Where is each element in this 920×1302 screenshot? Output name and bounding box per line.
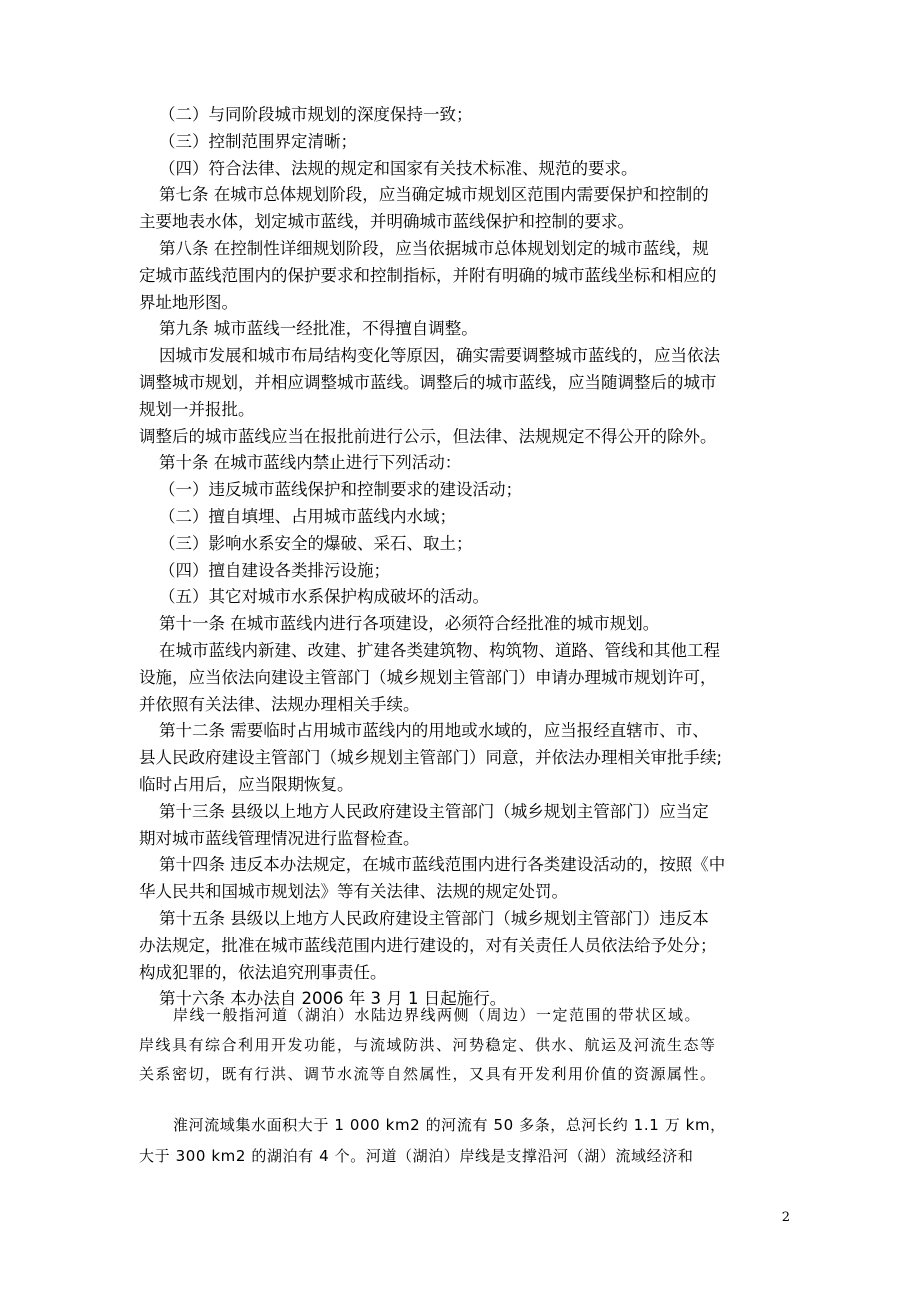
clause-line: （三）影响水系安全的爆破、采石、取土； [159,533,473,553]
article-fifteen: 第十五条 县级以上地方人民政府建设主管部门（城乡规划主管部门）违反本 [159,908,709,928]
paragraph-line: 岸线具有综合利用开发功能，与流域防洪、河势稳定、供水、航运及河流生态等 [139,1035,717,1054]
article-line: 办法规定，批准在城市蓝线范围内进行建设的，对有关责任人员依法给予处分； [139,935,717,955]
article-eleven: 第十一条 在城市蓝线内进行各项建设，必须符合经批准的城市规划。 [159,614,660,634]
article-thirteen: 第十三条 县级以上地方人民政府建设主管部门（城乡规划主管部门）应当定 [159,801,709,821]
regulation-text [139,102,801,1013]
article-ten: 第十条 在城市蓝线内禁止进行下列活动： [159,453,462,473]
article-line: 临时占用后，应当限期恢复。 [139,774,354,794]
article-line: 并依照有关法律、法规办理相关手续。 [139,694,420,714]
article-line: 主要地表水体，划定城市蓝线，并明确城市蓝线保护和控制的要求。 [139,212,634,232]
clause-line: （三）控制范围界定清晰； [159,131,357,151]
article-line: 规划一并报批。 [139,399,255,419]
clause-line: （二）擅自填埋、占用城市蓝线内水域； [159,506,456,526]
article-nine: 第九条 城市蓝线一经批准，不得擅自调整。 [159,319,478,339]
article-line: 华人民共和国城市规划法》等有关法律、法规的规定处罚。 [139,882,568,902]
paragraph-line: 大于 300 km2 的湖泊有 4 个。河道（湖泊）岸线是支撑沿河（湖）流域经济和 [139,1146,694,1165]
article-line: 调整城市规划，并相应调整城市蓝线。调整后的城市蓝线，应当随调整后的城市 [139,372,717,392]
paragraph-line: 岸线一般指河道（湖泊）水陆边界线两侧（周边）一定范围的带状区域。 [173,1006,702,1024]
shoreline-paragraph [139,1001,801,1090]
clause-line: （五）其它对城市水系保护构成破坏的活动。 [159,587,489,607]
page-number: 2 [781,1210,790,1225]
article-sixteen: 第十六条 本办法自 2006 年 3 月 1 日起施行。 [159,989,507,1009]
article-line: 设施，应当依法向建设主管部门（城乡规划主管部门）申请办理城市规划许可， [139,667,717,687]
clause-line: （一）违反城市蓝线保护和控制要求的建设活动； [159,480,522,500]
article-line: 因城市发展和城市布局结构变化等原因，确实需要调整城市蓝线的，应当依法 [159,346,720,366]
article-line: 县人民政府建设主管部门（城乡规划主管部门）同意，并依法办理相关审批手续; [139,748,723,768]
article-line: 构成犯罪的，依法追究刑事责任。 [139,962,387,982]
article-twelve: 第十二条 需要临时占用城市蓝线内的用地或水域的，应当报经直辖市、市、 [159,721,709,741]
huaihe-paragraph [139,1110,801,1171]
clause-line: （四）擅自建设各类排污设施； [159,560,390,580]
paragraph-line: 关系密切，既有行洪、调节水流等自然属性，又具有开发利用价值的资源属性。 [139,1065,717,1083]
article-line: 界址地形图。 [139,292,238,312]
article-line: 定城市蓝线范围内的保护要求和控制指标，并附有明确的城市蓝线坐标和相应的 [139,265,717,285]
article-seven: 第七条 在城市总体规划阶段，应当确定城市规划区范围内需要保护和控制的 [159,185,709,205]
article-line: 期对城市蓝线管理情况进行监督检查。 [139,828,420,848]
article-eight: 第八条 在控制性详细规划阶段，应当依据城市总体规划划定的城市蓝线，规 [159,238,709,258]
article-line: 在城市蓝线内新建、改建、扩建各类建筑物、构筑物、道路、管线和其他工程 [159,640,720,660]
clause-line: （二）与同阶段城市规划的深度保持一致； [159,105,473,124]
article-fourteen: 第十四条 违反本办法规定，在城市蓝线范围内进行各类建设活动的，按照《中 [159,855,726,875]
clause-line: （四）符合法律、法规的规定和国家有关技术标准、规范的要求。 [159,158,638,178]
article-line: 调整后的城市蓝线应当在报批前进行公示，但法律、法规规定不得公开的除外。 [139,426,717,446]
paragraph-line: 淮河流域集水面积大于 1 000 km2 的河流有 50 多条，总河长约 1.1 万 km， [173,1116,726,1134]
